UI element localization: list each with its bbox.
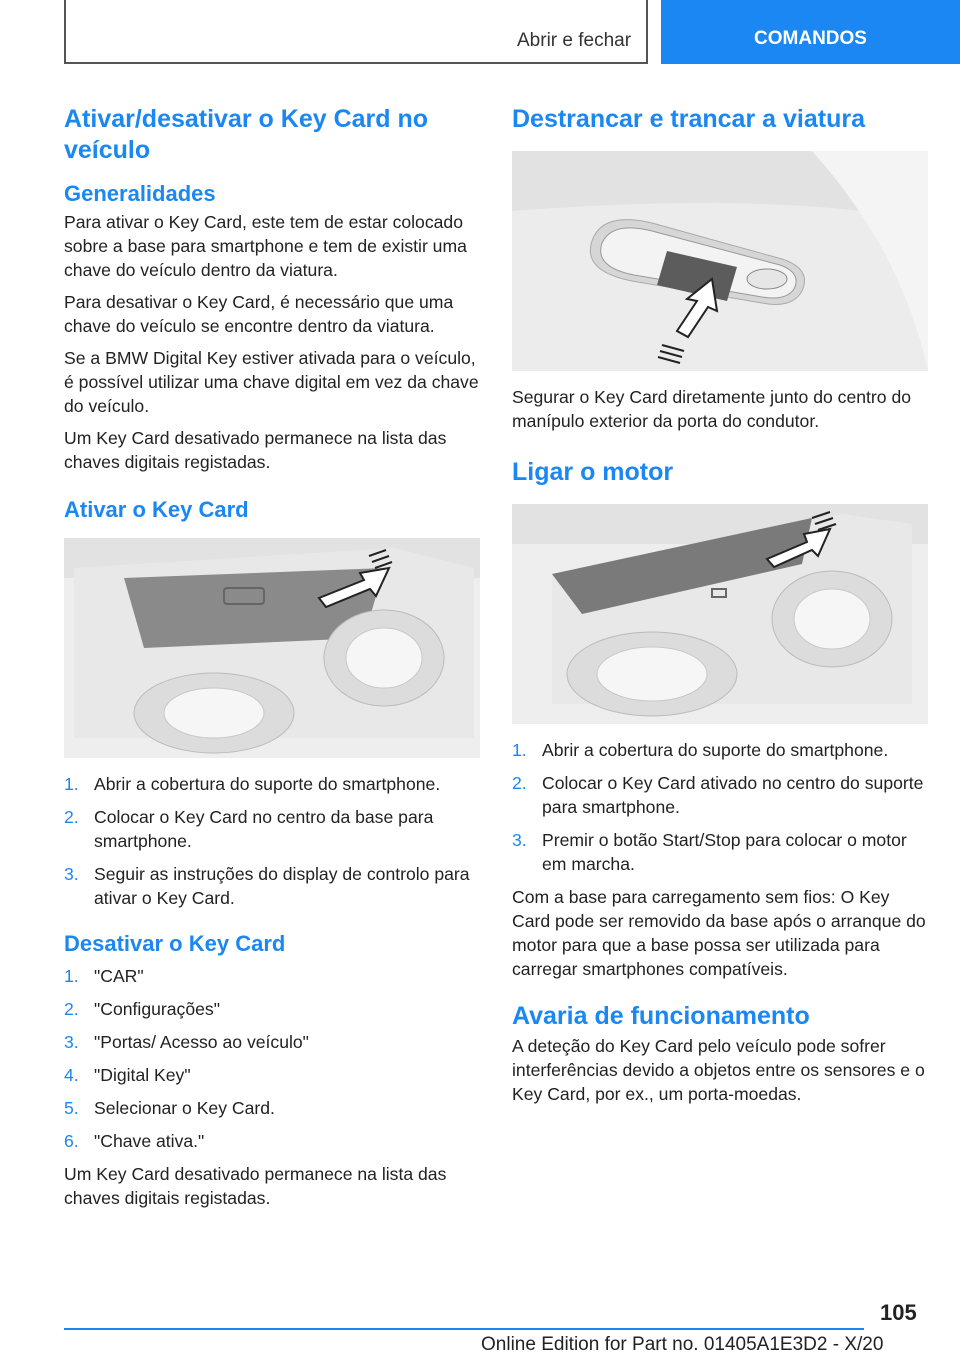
step-number: 3. <box>64 864 79 884</box>
right-column <box>512 104 928 1114</box>
list-item <box>64 1030 480 1054</box>
step-number: 2. <box>64 999 79 1019</box>
list-item <box>64 1096 480 1120</box>
step-text: Colocar o Key Card no centro da base para smartphone. <box>94 807 434 851</box>
door-handle-illustration <box>512 151 928 371</box>
step-text: "Digital Key" <box>94 1065 191 1085</box>
list-item <box>512 771 928 819</box>
step-text: "Chave ativa." <box>94 1131 205 1151</box>
paragraph: A deteção do Key Card pelo veículo pode sofrer interferências devido a objetos entre os sensores e o Key Card, por ex., um porta-moedas. <box>512 1036 925 1104</box>
heading-generalities: Generalidades <box>64 181 216 206</box>
paragraph: Segurar o Key Card diretamente junto do centro do manípulo exterior da porta do condutor. <box>512 387 912 431</box>
step-number: 6. <box>64 1131 79 1151</box>
step-text: Colocar o Key Card ativado no centro do suporte para smartphone. <box>542 773 924 817</box>
step-text: "CAR" <box>94 966 144 986</box>
start-steps-list <box>512 738 928 876</box>
paragraph: Um Key Card desativado permanece na lista das chaves digitais registadas. <box>64 1164 447 1208</box>
list-item <box>64 997 480 1021</box>
smartphone-tray-illustration <box>512 504 928 724</box>
list-item <box>512 828 928 876</box>
list-item <box>64 964 480 988</box>
step-number: 1. <box>512 740 527 760</box>
page-title-activate-deactivate: Ativar/desativar o Key Card no veículo <box>64 105 429 164</box>
list-item <box>512 738 928 762</box>
chapter-tab[interactable] <box>661 0 960 64</box>
heading-unlock-lock: Destrancar e trancar a viatura <box>512 105 865 133</box>
page-number: 105 <box>880 1300 917 1325</box>
step-text: "Portas/ Acesso ao veículo" <box>94 1032 309 1052</box>
step-number: 3. <box>64 1032 79 1052</box>
deactivate-steps-list <box>64 964 480 1153</box>
paragraph: Se a BMW Digital Key estiver ativada para o veículo, é possível utilizar uma chave digital em vez da chave do veículo. <box>64 348 479 416</box>
list-item <box>64 772 480 796</box>
step-number: 2. <box>512 773 527 793</box>
paragraph: Para desativar o Key Card, é necessário que uma chave do veículo se encontre dentro da viatura. <box>64 292 454 336</box>
paragraph: Com a base para carregamento sem fios: O Key Card pode ser removido da base após o arranque do motor para que a base possa ser utilizada para carregar smartphones compatíveis. <box>512 887 926 979</box>
footer-divider <box>64 1328 864 1330</box>
paragraph: Para ativar o Key Card, este tem de estar colocado sobre a base para smartphone e tem de existir uma chave do veículo dentro da viatura. <box>64 212 467 280</box>
activate-steps-list <box>64 772 480 910</box>
list-item <box>64 1129 480 1153</box>
heading-malfunction: Avaria de funcionamento <box>512 1002 810 1030</box>
smartphone-tray-illustration <box>64 538 480 758</box>
step-text: Selecionar o Key Card. <box>94 1098 275 1118</box>
step-number: 2. <box>64 807 79 827</box>
section-title: Abrir e fechar <box>517 30 632 51</box>
step-number: 4. <box>64 1065 79 1085</box>
step-text: Premir o botão Start/Stop para colocar o motor em marcha. <box>542 830 907 874</box>
step-text: Seguir as instruções do display de controlo para ativar o Key Card. <box>94 864 470 908</box>
step-number: 3. <box>512 830 527 850</box>
list-item <box>64 862 480 910</box>
left-column <box>64 104 480 1218</box>
edition-footer: Online Edition for Part no. 01405A1E3D2 - X/20 <box>481 1334 884 1355</box>
step-number: 5. <box>64 1098 79 1118</box>
chapter-label: COMANDOS <box>754 28 867 49</box>
step-text: Abrir a cobertura do suporte do smartphone. <box>542 740 889 760</box>
heading-activate-key-card: Ativar o Key Card <box>64 497 249 522</box>
step-text: "Configurações" <box>94 999 220 1019</box>
list-item <box>64 1063 480 1087</box>
step-number: 1. <box>64 966 79 986</box>
paragraph: Um Key Card desativado permanece na lista das chaves digitais registadas. <box>64 428 447 472</box>
step-text: Abrir a cobertura do suporte do smartphone. <box>94 774 441 794</box>
heading-deactivate-key-card: Desativar o Key Card <box>64 931 286 956</box>
list-item <box>64 805 480 853</box>
step-number: 1. <box>64 774 79 794</box>
heading-start-engine: Ligar o motor <box>512 458 674 486</box>
